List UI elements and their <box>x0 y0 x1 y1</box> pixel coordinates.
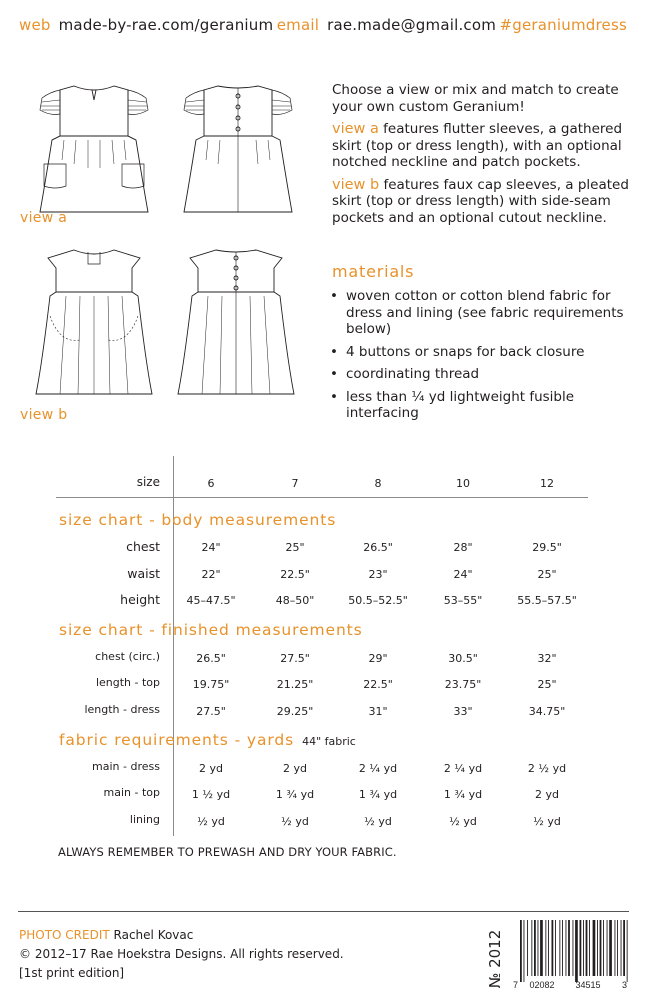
pattern-number-text: № 2012 <box>486 929 504 989</box>
email-info <box>277 16 496 38</box>
prewash-note: ALWAYS REMEMBER TO PREWASH AND DRY YOUR FABRIC. <box>58 845 397 859</box>
barcode-bar <box>520 920 522 982</box>
table-row-label: waist <box>127 566 160 581</box>
header <box>19 16 627 38</box>
size-column-header: 10 <box>456 477 470 490</box>
materials-item: • less than ¼ yd lightweight fusible interfacing <box>327 389 632 422</box>
table-cell: 21.25" <box>276 678 314 691</box>
table-cell: 45–47.5" <box>186 594 236 607</box>
table-cell: 22.5" <box>363 678 393 691</box>
web-info <box>19 16 273 38</box>
barcode-bar <box>593 920 596 976</box>
table-cell: 1 ¾ yd <box>443 788 483 801</box>
materials-item: • coordinating thread <box>327 366 632 383</box>
barcode-digits: 34515 <box>575 980 601 990</box>
barcode-bar <box>586 920 588 976</box>
barcode-bar <box>627 920 628 982</box>
view-a-back-drawing <box>168 80 308 216</box>
view-a-label: view a <box>20 210 68 226</box>
view-b-label: view b <box>20 407 68 423</box>
table-cell: 22" <box>201 568 221 581</box>
table-cell: 27.5" <box>196 705 226 718</box>
barcode-bar <box>603 920 604 976</box>
table-cell: 30.5" <box>448 652 478 665</box>
table-cell: 24" <box>201 541 221 554</box>
table-cell: 2 ¼ yd <box>443 762 483 775</box>
barcode-bar <box>540 920 543 976</box>
email-link[interactable]: rae.made@gmail.com <box>327 16 497 34</box>
barcode-bar <box>615 920 616 976</box>
table-cell: ½ yd <box>533 815 561 828</box>
pattern-number <box>486 930 504 988</box>
photo-credit-name: Rachel Kovac <box>113 928 194 942</box>
table-cell: 1 ¾ yd <box>358 788 398 801</box>
web-link[interactable]: made-by-rae.com/geranium <box>58 16 274 34</box>
view-b-back-drawing <box>166 244 306 404</box>
view-b-description <box>332 177 630 227</box>
barcode-bar <box>575 920 578 982</box>
table-cell: 2 ½ yd <box>527 762 567 775</box>
table-row-label: lining <box>129 813 160 826</box>
table-cell: 53–55" <box>443 594 483 607</box>
email-label: email <box>276 16 320 34</box>
barcode-bar <box>617 920 618 976</box>
edition: [1st print edition] <box>19 966 125 980</box>
size-column-header: 8 <box>374 477 382 490</box>
table-cell: 34.75" <box>528 705 566 718</box>
size-header-rule <box>56 497 588 498</box>
table-cell: 33" <box>453 705 473 718</box>
web-label: web <box>19 16 51 34</box>
footer <box>19 926 344 983</box>
table-cell: ½ yd <box>281 815 309 828</box>
size-column-header: 7 <box>291 477 299 490</box>
fabric-requirements-title <box>59 731 356 749</box>
view-a-description <box>332 121 630 171</box>
barcode-bar <box>562 920 563 976</box>
barcode-bar <box>538 920 539 976</box>
table-row-label: length - top <box>95 676 160 689</box>
table-cell: 32" <box>537 652 557 665</box>
size-label: size <box>136 475 160 489</box>
size-column-header: 6 <box>207 477 215 490</box>
table-cell: 2 yd <box>283 762 307 775</box>
table-row-label: height <box>120 592 160 607</box>
barcode-bar <box>609 920 612 976</box>
barcode-digits: 3 <box>621 980 627 990</box>
materials-item: • woven cotton or cotton blend fabric for dress and lining (see fabric requirements below) <box>327 288 632 338</box>
view-b-front-drawing <box>24 244 164 404</box>
fabric-width-note: 44" fabric <box>302 735 356 748</box>
copyright: © 2012–17 Rae Hoekstra Designs. All rights reserved. <box>19 947 344 961</box>
barcode-bar <box>559 920 560 976</box>
table-row-label: main - top <box>103 786 160 799</box>
barcode-bar <box>548 920 549 976</box>
table-cell: 2 yd <box>199 762 223 775</box>
table-cell: 1 ½ yd <box>191 788 231 801</box>
barcode-bar <box>589 920 590 976</box>
hashtag: #geraniumdress <box>499 16 627 34</box>
footer-divider <box>18 911 629 912</box>
barcode-bar <box>527 920 528 976</box>
barcode-bar <box>531 920 532 976</box>
table-cell: 26.5" <box>363 541 393 554</box>
table-cell: 24" <box>453 568 473 581</box>
table-cell: 25" <box>285 541 305 554</box>
body-measurements-title-text: size chart - body measurements <box>59 511 337 529</box>
barcode-bar <box>597 920 598 976</box>
materials-item: • 4 buttons or snaps for back closure <box>327 344 632 361</box>
table-row-label: length - dress <box>84 703 160 716</box>
view-a-text: features flutter sleeves, a gathered skirt (top or dress length), with an optional notched neckline and patch pockets. <box>332 121 623 170</box>
materials-title: materials <box>332 262 415 281</box>
barcode-bar <box>623 920 625 976</box>
barcode-digits: 02082 <box>529 980 555 990</box>
table-cell: 29.5" <box>532 541 562 554</box>
table-row-label: chest <box>126 539 160 554</box>
barcode-bar <box>566 920 567 976</box>
finished-measurements-title-text: size chart - finished measurements <box>59 621 363 639</box>
fabric-requirements-title-text: fabric requirements - yards <box>59 731 295 749</box>
barcode-bar <box>580 920 582 976</box>
description <box>332 82 630 232</box>
view-a-front-drawing <box>24 80 164 216</box>
table-cell: 25" <box>537 678 557 691</box>
table-cell: 22.5" <box>280 568 310 581</box>
table-cell: 28" <box>453 541 473 554</box>
table-cell: 23.75" <box>444 678 482 691</box>
barcode-bar <box>534 920 536 976</box>
materials-list <box>327 288 632 428</box>
table-cell: 31" <box>368 705 388 718</box>
barcode-bar <box>545 920 546 976</box>
barcode-bar <box>600 920 602 976</box>
table-cell: 25" <box>537 568 557 581</box>
table-cell: 23" <box>368 568 388 581</box>
barcode-bar <box>555 920 556 976</box>
table-cell: ½ yd <box>197 815 225 828</box>
barcode-bar <box>573 920 574 976</box>
barcode-bar <box>583 920 584 976</box>
photo-credit-label: PHOTO CREDIT <box>19 928 110 942</box>
description-intro: Choose a view or mix and match to create your own custom Geranium! <box>332 82 619 115</box>
table-row-label: chest (circ.) <box>95 650 160 663</box>
barcode-bar <box>552 920 554 976</box>
table-cell: 2 ¼ yd <box>358 762 398 775</box>
size-column-header: 12 <box>540 477 554 490</box>
table-cell: 29" <box>368 652 388 665</box>
barcode-bar <box>568 920 570 976</box>
barcode-bar <box>607 920 608 976</box>
barcode <box>512 918 630 990</box>
table-row-label: main - dress <box>92 760 160 773</box>
finished-measurements-title <box>59 621 363 639</box>
table-cell: 50.5–52.5" <box>348 594 408 607</box>
table-cell: 19.75" <box>192 678 230 691</box>
view-b-inline-label: view b <box>332 176 380 193</box>
table-cell: 55.5–57.5" <box>517 594 577 607</box>
table-cell: 29.25" <box>276 705 314 718</box>
table-cell: 2 yd <box>535 788 559 801</box>
barcode-bar <box>621 920 622 976</box>
photo-credit <box>19 926 344 945</box>
table-cell: 26.5" <box>196 652 226 665</box>
view-b-text: features faux cap sleeves, a pleated skirt (top or dress length) with side-seam pockets and an optional cutout neckline. <box>332 176 629 226</box>
table-cell: ½ yd <box>364 815 392 828</box>
table-cell: 48–50" <box>275 594 315 607</box>
table-cell: 1 ¾ yd <box>275 788 315 801</box>
view-a-inline-label: view a <box>332 121 379 137</box>
table-cell: ½ yd <box>449 815 477 828</box>
barcode-digits: 7 <box>513 980 519 990</box>
barcode-bar <box>524 920 525 982</box>
body-measurements-title <box>59 511 336 529</box>
table-cell: 27.5" <box>280 652 310 665</box>
